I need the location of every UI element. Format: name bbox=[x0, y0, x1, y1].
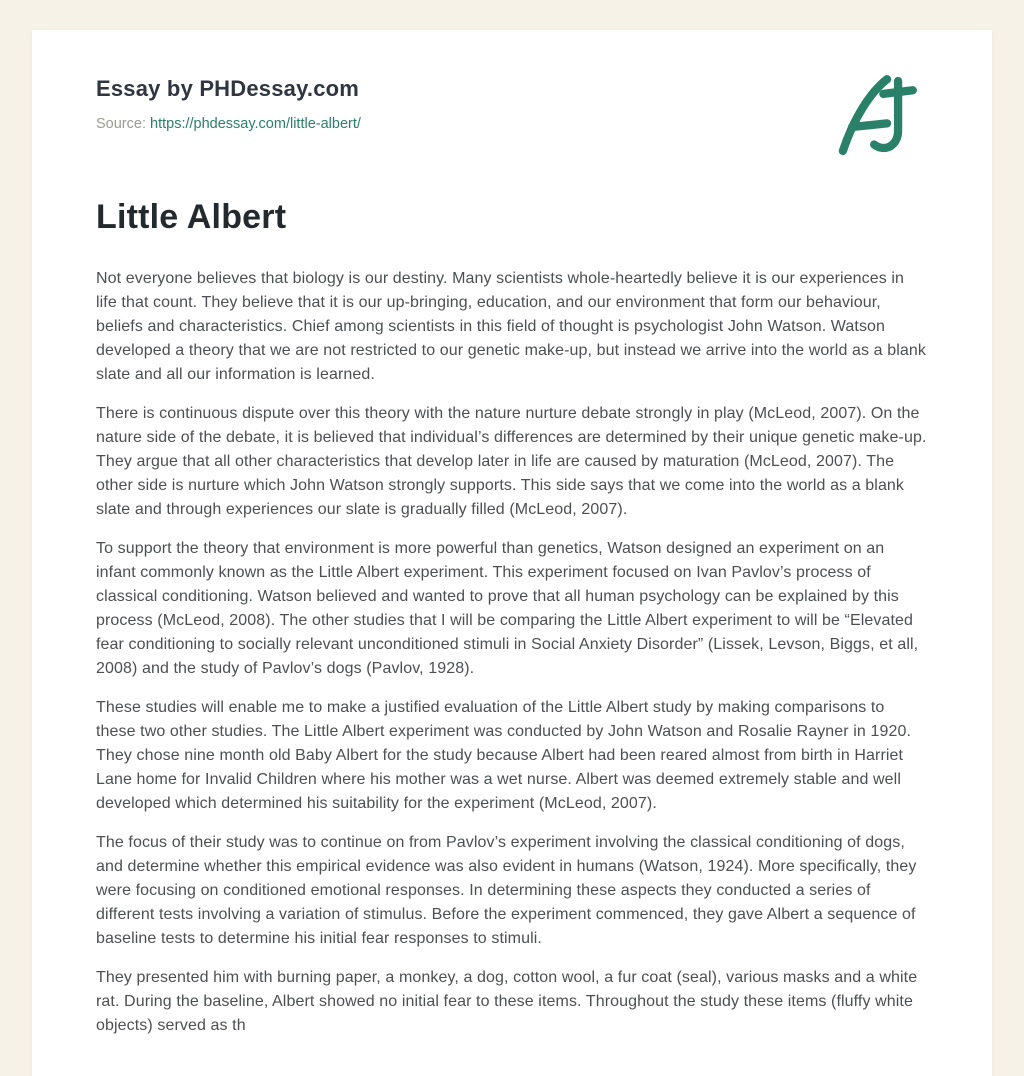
essay-paragraph: To support the theory that environment is more powerful than genetics, Watson designed an experiment on an infant commonly known as the Little Albert experiment. This experiment focused on Ivan Pavlov’s process of classical conditioning. Watson believed and wanted to prove that all human psychology can be explained by this process (McLeod, 2008). The other studies that I will be comparing the Little Albert experiment to will be “Elevated fear conditioning to socially relevant unconditioned stimuli in Social Anxiety Disorder” (Lissek, Levson, Biggs, et all, 2008) and the study of Pavlov’s dogs (Pavlov, 1928). bbox=[96, 540, 919, 677]
essay-paragraph: They presented him with burning paper, a monkey, a dog, cotton wool, a fur coat (seal), various masks and a white rat. During the baseline, Albert showed no initial fear to these items. Throughout the study these items (fluffy white objects) served as th bbox=[96, 969, 918, 1034]
page-title: Little Albert bbox=[96, 198, 287, 236]
source-label: Source: bbox=[96, 116, 146, 132]
essay-card bbox=[32, 30, 992, 1076]
source-line bbox=[96, 116, 928, 132]
essay-paragraph: There is continuous dispute over this theory with the nature nurture debate strongly in play (McLeod, 2007). On the nature side of the debate, it is believed that individual’s differences are determined by their unique genetic make-up. They argue that all other characteristics that develop later in life are caused by maturation (McLeod, 2007). The other side is nurture which John Watson strongly supports. This side says that we come into the world as a blank slate and through experiences our slate is gradually filled (McLeod, 2007). bbox=[96, 405, 927, 518]
essay-paragraph: The focus of their study was to continue on from Pavlov’s experiment involving the classical conditioning of dogs, and determine whether this empirical evidence was also evident in humans (Watson, 1924). More specifically, they were focusing on conditioned emotional responses. In determining these aspects they conducted a series of different tests involving a variation of stimulus. Before the experiment commenced, they gave Albert a sequence of baseline tests to determine his initial fear responses to stimuli. bbox=[96, 834, 917, 947]
essay-byline: Essay by PHDessay.com bbox=[96, 76, 360, 101]
essay-body bbox=[96, 267, 928, 1038]
phdessay-logo-icon bbox=[830, 70, 922, 162]
essay-paragraph: These studies will enable me to make a justified evaluation of the Little Albert study by making comparisons to these two other studies. The Little Albert experiment was conducted by John Watson and Rosalie Rayner in 1920. They chose nine month old Baby Albert for the study because Albert had been reared almost from birth in Harriet Lane home for Invalid Children where his mother was a wet nurse. Albert was deemed extremely stable and well developed which determined his suitability for the experiment (McLeod, 2007). bbox=[96, 699, 912, 812]
source-url-link[interactable]: https://phdessay.com/little-albert/ bbox=[150, 116, 361, 132]
essay-paragraph: Not everyone believes that biology is our destiny. Many scientists whole-heartedly believe it is our experiences in life that count. They believe that it is our up-bringing, education, and our environment that form our behaviour, beliefs and characteristics. Chief among scientists in this field of thought is psychologist John Watson. Watson developed a theory that we are not restricted to our genetic make-up, but instead we arrive into the world as a blank slate and all our information is learned. bbox=[96, 270, 926, 383]
